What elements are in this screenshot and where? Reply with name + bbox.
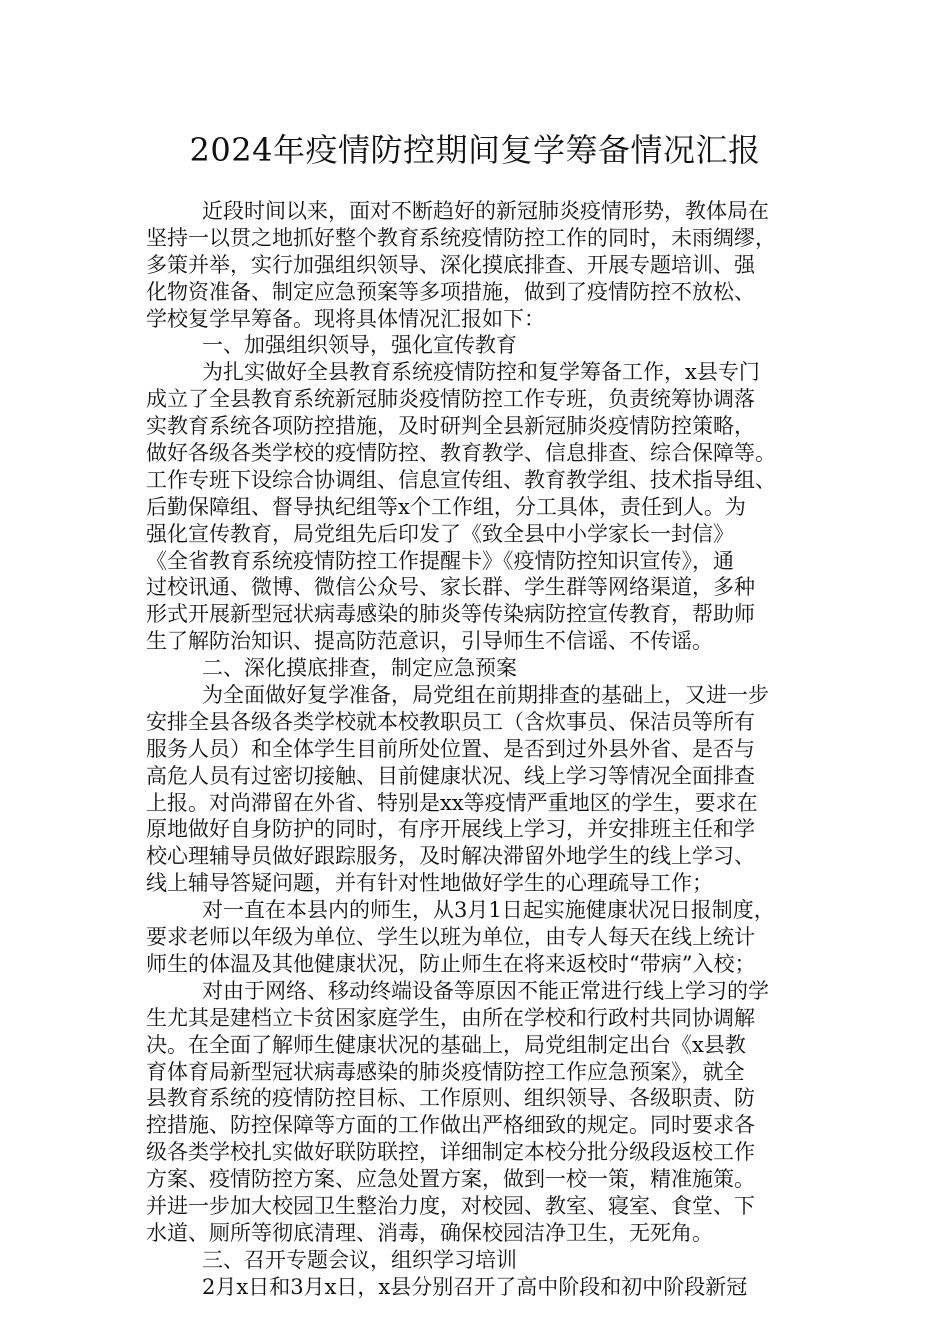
text-line: 控措施、防控保障等方面的工作做出严格细致的规定。同时要求各 (146, 1113, 755, 1138)
text-line: 要求老师以年级为单位、学生以班为单位，由专人每天在线上统计 (146, 925, 755, 950)
text-line: 多策并举，实行加强组织领导、深化摸底排查、开展专题培训、强 (146, 252, 755, 277)
text-line: 方案、疫情防控方案、应急处置方案，做到一校一策，精准施策。 (146, 1167, 755, 1192)
text-line: 《全省教育系统疫情防控工作提醒卡》《疫情防控知识宣传》，通 (146, 548, 734, 573)
text-line: 对由于网络、移动终端设备等原因不能正常进行线上学习的学 (202, 978, 769, 1003)
text-line: 二、深化摸底排查，制定应急预案 (202, 656, 517, 681)
document-body (146, 198, 824, 1301)
text-line: 为全面做好复学准备，局党组在前期排查的基础上，又进一步 (202, 683, 769, 708)
text-line: 化物资准备、制定应急预案等多项措施，做到了疫情防控不放松、 (146, 279, 755, 304)
text-line: 线上辅导答疑问题，并有针对性地做好学生的心理疏导工作； (146, 871, 713, 896)
text-line: 实教育系统各项防控措施，及时研判全县新冠肺炎疫情防控策略， (146, 414, 755, 439)
text-line: 2月x日和3月x日，x县分别召开了高中阶段和初中阶段新冠 (202, 1274, 748, 1299)
text-line: 水道、厕所等彻底清理、消毒，确保校园洁净卫生，无死角。 (146, 1220, 713, 1245)
text-line: 近段时间以来，面对不断趋好的新冠肺炎疫情形势，教体局在 (202, 199, 769, 223)
text-line: 师生的体温及其他健康状况，防止师生在将来返校时“带病”入校； (146, 951, 756, 976)
text-line: 原地做好自身防护的同时，有序开展线上学习，并安排班主任和学 (146, 817, 755, 842)
text-line: 做好各级各类学校的疫情防控、教育教学、信息排查、综合保障等。 (146, 441, 776, 466)
text-line: 上报。对尚滞留在外省、特别是xx等疫情严重地区的学生，要求在 (146, 790, 758, 815)
text-line: 成立了全县教育系统新冠肺炎疫情防控工作专班，负责统筹协调落 (146, 387, 755, 412)
document-title: 2024年疫情防控期间复学筹备情况汇报 (189, 131, 761, 169)
text-line: 校心理辅导员做好跟踪服务，及时解决滞留外地学生的线上学习、 (146, 844, 755, 869)
text-line: 三、召开专题会议，组织学习培训 (202, 1247, 517, 1272)
text-line: 高危人员有过密切接触、目前健康状况、线上学习等情况全面排查 (146, 763, 755, 788)
text-line: 过校讯通、微博、微信公众号、家长群、学生群等网络渠道，多种 (146, 575, 755, 600)
text-line: 学校复学早筹备。现将具体情况汇报如下： (146, 306, 545, 331)
text-line: 服务人员）和全体学生目前所处位置、是否到过外县外省、是否与 (146, 736, 755, 761)
text-line: 坚持一以贯之地抓好整个教育系统疫情防控工作的同时，未雨绸缪， (146, 225, 776, 250)
text-line: 育体育局新型冠状病毒感染的肺炎疫情防控工作应急预案》，就全 (146, 1059, 745, 1084)
text-line: 一、加强组织领导，强化宣传教育 (202, 333, 517, 358)
text-line: 后勤保障组、督导执纪组等x个工作组，分工具体，责任到人。为 (146, 494, 746, 519)
text-line: 为扎实做好全县教育系统疫情防控和复学筹备工作，x县专门 (202, 360, 760, 385)
text-line: 工作专班下设综合协调组、信息宣传组、教育教学组、技术指导组、 (146, 467, 776, 492)
text-line: 生尤其是建档立卡贫困家庭学生，由所在学校和行政村共同协调解 (146, 1005, 755, 1030)
text-line: 安排全县各级各类学校就本校教职员工（含炊事员、保洁员等所有 (146, 709, 755, 734)
text-line: 县教育系统的疫情防控目标、工作原则、组织领导、各级职责、防 (146, 1086, 755, 1111)
text-line: 形式开展新型冠状病毒感染的肺炎等传染病防控宣传教育，帮助师 (146, 602, 755, 627)
text-line: 强化宣传教育，局党组先后印发了《致全县中小学家长一封信》 (146, 521, 734, 546)
text-line: 级各类学校扎实做好联防联控，详细制定本校分批分级段返校工作 (146, 1140, 755, 1165)
text-line: 生了解防治知识、提高防范意识，引导师生不信谣、不传谣。 (146, 629, 713, 654)
text-line: 对一直在本县内的师生，从3月1日起实施健康状况日报制度， (202, 898, 775, 923)
text-line: 决。在全面了解师生健康状况的基础上，局党组制定出台《x县教 (146, 1032, 746, 1057)
text-line: 并进一步加大校园卫生整治力度，对校园、教室、寝室、食堂、下 (146, 1193, 755, 1218)
